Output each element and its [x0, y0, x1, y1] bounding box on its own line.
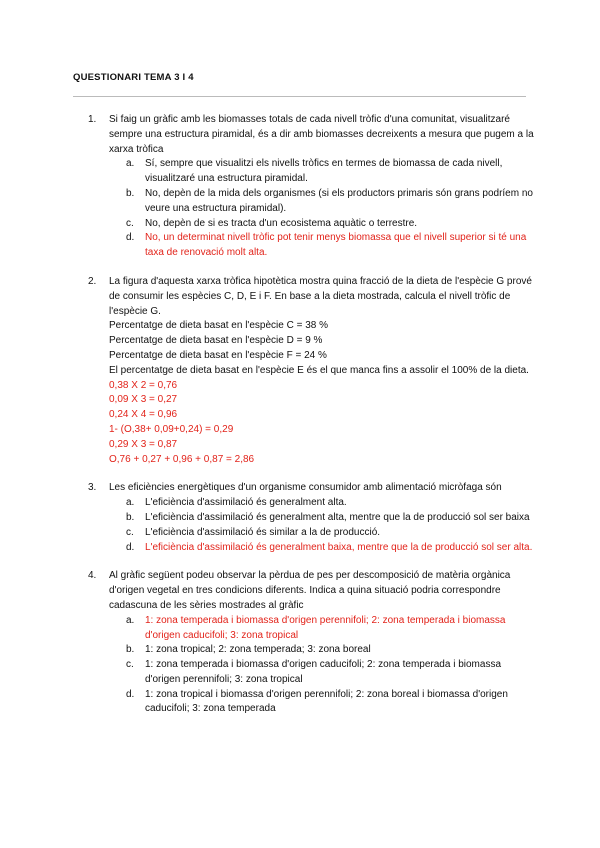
option-text: L'eficiència d'assimilació és generalment alta.	[145, 497, 347, 509]
options-list	[109, 614, 538, 718]
options-list	[109, 157, 538, 261]
option-text: 1: zona tropical i biomassa d'origen perennifoli; 2: zona boreal i biomassa d'origen caducifoli; 3: zona temperada	[145, 688, 508, 715]
option-text: No, depèn de si es tracta d'un ecosistema aquàtic o terrestre.	[145, 217, 418, 229]
question-text: Les eficiències energètiques d'un organisme consumidor amb alimentació micròfaga són	[109, 482, 502, 494]
answer-line: O,76 + 0,27 + 0,96 + 0,87 = 2,86	[109, 453, 255, 465]
option-text: 1: zona temperada i biomassa d'origen caducifoli; 2: zona temperada i biomassa d'origen perennifoli; 3: zona tropical	[145, 659, 502, 685]
option-a	[109, 157, 538, 187]
option-label: b.	[126, 644, 135, 656]
option-text: 1: zona tropical; 2: zona temperada; 3: zona boreal	[145, 644, 371, 656]
option-label: a.	[126, 497, 135, 509]
question-text: Al gràfic següent podeu observar la pèrdua de pes per descomposició de matèria orgànica d'origen vegetal en tres condicions diferents. Indica a quina situació podria correspondre cadascuna de les sèries mostrades al gràfic	[109, 570, 511, 611]
question-4	[88, 569, 538, 717]
options-list	[109, 496, 538, 555]
question-number: 3.	[88, 482, 97, 494]
diet-line-e: El percentatge de dieta basat en l'espècie E és el que manca fins a assolir el 100% de la dieta.	[109, 364, 529, 376]
answer-line: 0,38 X 2 = 0,76	[109, 379, 178, 391]
option-label: c.	[126, 526, 134, 538]
option-b	[109, 643, 538, 658]
option-label: a.	[126, 158, 135, 170]
diet-line-d: Percentatge de dieta basat en l'espècie D = 9 %	[109, 335, 323, 347]
answer-line: 0,09 X 3 = 0,27	[109, 394, 178, 406]
option-c	[109, 217, 538, 232]
document-title: QUESTIONARI TEMA 3 I 4	[73, 72, 194, 83]
question-text: La figura d'aquesta xarxa tròfica hipotètica mostra quina fracció de la dieta de l'espècie G prové de consumir les espècies C, D, E i F. En base a la dieta mostrada, calcula el nivell tròfic de l'espècie G.	[109, 275, 532, 317]
questionnaire	[88, 113, 538, 731]
option-a	[109, 496, 538, 511]
title-divider	[73, 96, 526, 97]
option-b	[109, 187, 538, 217]
option-label: d.	[126, 541, 135, 553]
option-c	[109, 526, 538, 541]
option-label: a.	[126, 614, 135, 626]
question-1	[88, 113, 538, 261]
answer-line: 0,29 X 3 = 0,87	[109, 438, 178, 450]
diet-line-f: Percentatge de dieta basat en l'espècie F = 24 %	[109, 349, 327, 361]
option-d-correct	[109, 541, 538, 556]
answer-line: 0,24 X 4 = 0,96	[109, 409, 178, 421]
option-text-correct: 1: zona temperada i biomassa d'origen perennifoli; 2: zona temperada i biomassa d'origen caducifoli; 3: zona tropical	[145, 614, 506, 641]
diet-line-c: Percentatge de dieta basat en l'espècie C = 38 %	[109, 320, 328, 332]
question-number: 4.	[88, 570, 97, 582]
option-b	[109, 511, 538, 526]
option-text: L'eficiència d'assimilació és similar a la de producció.	[145, 526, 381, 538]
question-2	[88, 275, 538, 467]
option-label: b.	[126, 511, 135, 523]
option-text: L'eficiència d'assimilació és generalment alta, mentre que la de producció sol ser baixa	[145, 511, 530, 523]
option-label: b.	[126, 187, 135, 199]
question-number: 2.	[88, 275, 97, 287]
question-text: Si faig un gràfic amb les biomasses totals de cada nivell tròfic d'una comunitat, visualitzaré sempre una estructura piramidal, és a dir amb biomasses decreixents a mesura que pugem a la xarxa tròfica	[109, 114, 534, 155]
option-d	[109, 688, 538, 718]
option-label: c.	[126, 217, 134, 229]
option-text-correct: L'eficiència d'assimilació és generalment baixa, mentre que la de producció sol ser alta.	[145, 541, 533, 553]
option-text-correct: No, un determinat nivell tròfic pot tenir menys biomassa que el nivell superior si té una taxa de renovació molt alta.	[145, 232, 527, 259]
option-label: c.	[126, 659, 134, 671]
option-text: Sí, sempre que visualitzi els nivells tròfics en termes de biomassa de cada nivell, visualitzaré una estructura piramidal.	[145, 158, 503, 185]
option-text: No, depèn de la mida dels organismes (si els productors primaris són grans podríem no veure una estructura piramidal).	[145, 187, 533, 214]
option-c	[109, 658, 538, 688]
question-number: 1.	[88, 114, 97, 125]
answer-line: 1- (O,38+ 0,09+0,24) = 0,29	[109, 423, 234, 435]
option-label: d.	[126, 232, 135, 244]
option-a-correct	[109, 614, 538, 644]
question-3	[88, 481, 538, 555]
option-d-correct	[109, 231, 538, 261]
option-label: d.	[126, 688, 135, 700]
